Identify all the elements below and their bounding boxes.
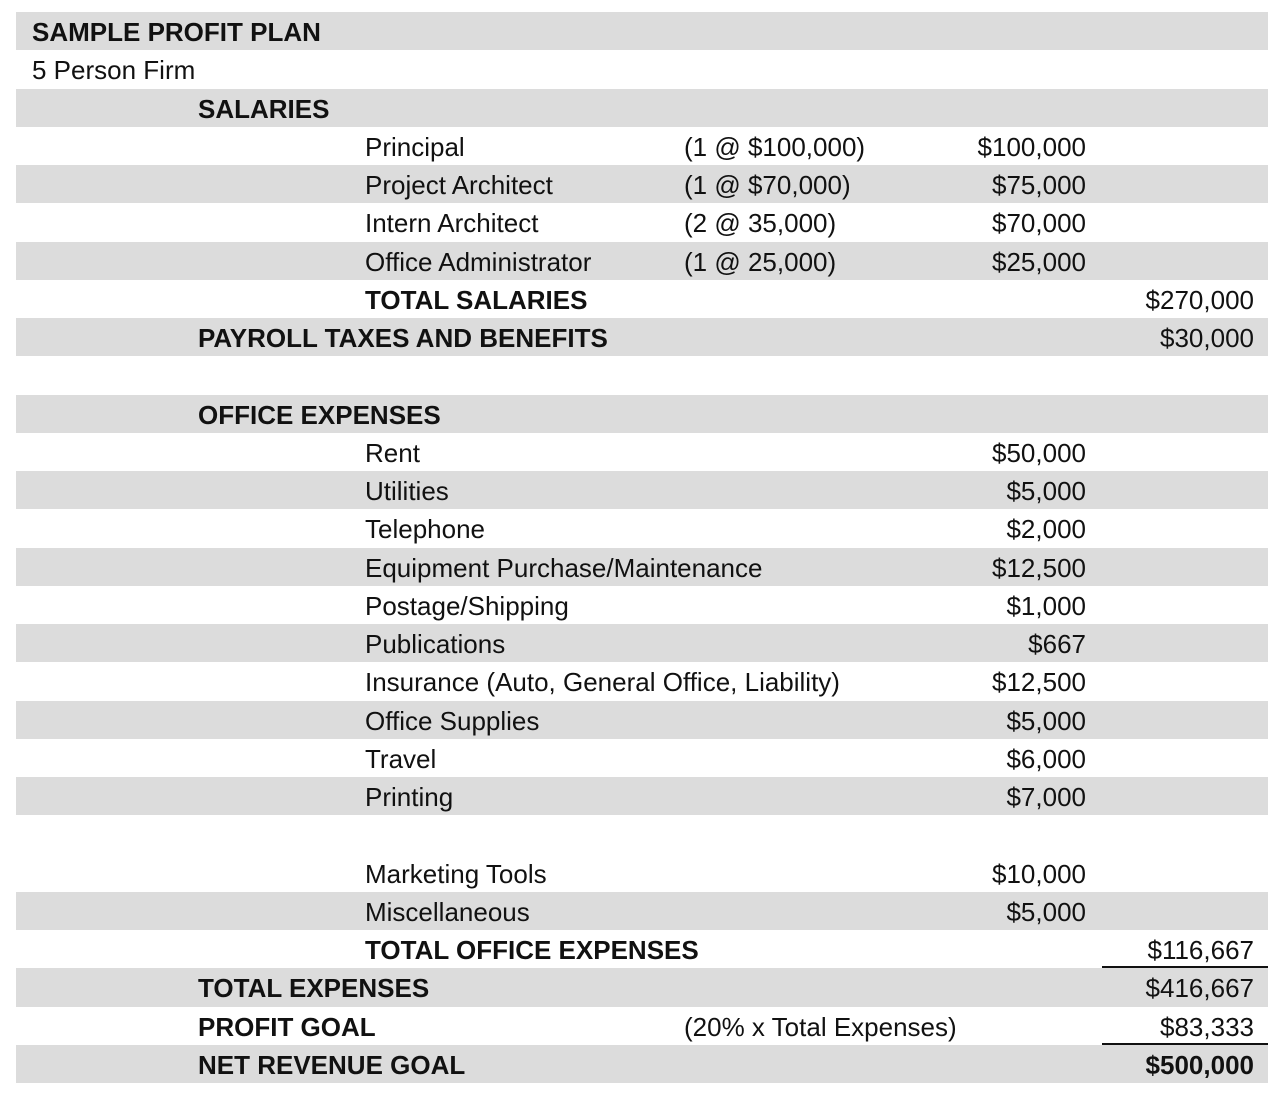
salary-row bbox=[16, 242, 1268, 280]
expense-label: Equipment Purchase/Maintenance bbox=[365, 552, 763, 583]
salary-note: (1 @ $70,000) bbox=[684, 170, 851, 200]
salary-amount: $75,000 bbox=[992, 170, 1086, 200]
total-expenses-row bbox=[16, 968, 1268, 1006]
net-revenue-goal-row bbox=[16, 1045, 1268, 1083]
salary-label: Office Administrator bbox=[365, 246, 592, 277]
expense-label: Miscellaneous bbox=[365, 896, 530, 927]
expense-amount: $667 bbox=[1028, 629, 1086, 659]
expense-row bbox=[16, 739, 1268, 777]
expense-amount: $6,000 bbox=[1006, 743, 1086, 774]
expense-row bbox=[16, 624, 1268, 662]
payroll-row bbox=[16, 318, 1268, 356]
expense-amount: $5,000 bbox=[1006, 896, 1086, 927]
expense-label: Telephone bbox=[365, 514, 485, 545]
salary-row bbox=[16, 127, 1268, 165]
profit-goal-label: PROFIT GOAL bbox=[198, 1011, 376, 1042]
expense-amount: $50,000 bbox=[992, 437, 1086, 468]
salary-label: Principal bbox=[365, 131, 465, 162]
expense-label: Marketing Tools bbox=[365, 858, 547, 889]
expense-amount: $12,500 bbox=[992, 552, 1086, 583]
net-revenue-goal-label: NET REVENUE GOAL bbox=[198, 1049, 466, 1080]
expense-amount: $1,000 bbox=[1006, 590, 1086, 621]
salary-note: (2 @ 35,000) bbox=[684, 208, 837, 239]
expense-amount: $10,000 bbox=[992, 858, 1086, 889]
expense-label: Postage/Shipping bbox=[365, 590, 569, 621]
expense-row bbox=[16, 471, 1268, 509]
total-salaries-value: $270,000 bbox=[1145, 284, 1254, 315]
net-revenue-goal-value: $500,000 bbox=[1145, 1049, 1254, 1080]
expense-amount: $5,000 bbox=[1006, 476, 1086, 506]
expense-label: Office Supplies bbox=[365, 705, 540, 736]
total-salaries-row bbox=[16, 280, 1268, 318]
spacer-row bbox=[16, 815, 1268, 853]
payroll-label: PAYROLL TAXES AND BENEFITS bbox=[198, 323, 608, 353]
expense-row bbox=[16, 662, 1268, 700]
expense-amount: $7,000 bbox=[1006, 782, 1086, 812]
expense-row bbox=[16, 892, 1268, 930]
payroll-value: $30,000 bbox=[1160, 323, 1254, 353]
salary-note: (1 @ 25,000) bbox=[684, 246, 837, 277]
expense-row bbox=[16, 777, 1268, 815]
profit-goal-note: (20% x Total Expenses) bbox=[684, 1011, 957, 1042]
salary-row bbox=[16, 165, 1268, 203]
title-row bbox=[16, 12, 1268, 50]
expense-label: Rent bbox=[365, 437, 420, 468]
expense-label: Insurance (Auto, General Office, Liability) bbox=[365, 667, 840, 698]
office-expenses-heading-row bbox=[16, 395, 1268, 433]
subtitle-row bbox=[16, 50, 1268, 88]
sheet-subtitle: 5 Person Firm bbox=[32, 55, 196, 86]
salary-row bbox=[16, 203, 1268, 241]
expense-row bbox=[16, 509, 1268, 547]
expense-row bbox=[16, 701, 1268, 739]
salaries-heading: SALARIES bbox=[198, 93, 330, 124]
sheet-title: SAMPLE PROFIT PLAN bbox=[32, 17, 321, 47]
total-salaries-label: TOTAL SALARIES bbox=[365, 284, 588, 315]
total-office-expenses-label: TOTAL OFFICE EXPENSES bbox=[365, 935, 699, 965]
salary-label: Intern Architect bbox=[365, 208, 539, 239]
office-expenses-heading: OFFICE EXPENSES bbox=[198, 399, 441, 430]
salary-label: Project Architect bbox=[365, 170, 553, 200]
salary-amount: $25,000 bbox=[992, 246, 1086, 277]
salary-amount: $100,000 bbox=[977, 131, 1086, 162]
expense-label: Travel bbox=[365, 743, 437, 774]
expense-label: Publications bbox=[365, 629, 506, 659]
expense-amount: $2,000 bbox=[1006, 514, 1086, 545]
profit-plan-sheet bbox=[16, 12, 1268, 1083]
expense-row bbox=[16, 433, 1268, 471]
expense-row bbox=[16, 548, 1268, 586]
spacer-row bbox=[16, 356, 1268, 394]
total-office-expenses-value: $116,667 bbox=[1147, 935, 1254, 965]
expense-amount: $12,500 bbox=[992, 667, 1086, 698]
profit-goal-row bbox=[16, 1007, 1268, 1045]
expense-label: Utilities bbox=[365, 476, 449, 506]
expense-amount: $5,000 bbox=[1006, 705, 1086, 736]
expense-row bbox=[16, 854, 1268, 892]
salary-note: (1 @ $100,000) bbox=[684, 131, 866, 162]
expense-row bbox=[16, 586, 1268, 624]
salaries-heading-row bbox=[16, 89, 1268, 127]
total-office-expenses-row bbox=[16, 930, 1268, 968]
total-expenses-value: $416,667 bbox=[1145, 973, 1254, 1004]
total-expenses-label: TOTAL EXPENSES bbox=[198, 973, 430, 1004]
profit-goal-value: $83,333 bbox=[1160, 1011, 1254, 1042]
expense-label: Printing bbox=[365, 782, 454, 812]
salary-amount: $70,000 bbox=[992, 208, 1086, 239]
